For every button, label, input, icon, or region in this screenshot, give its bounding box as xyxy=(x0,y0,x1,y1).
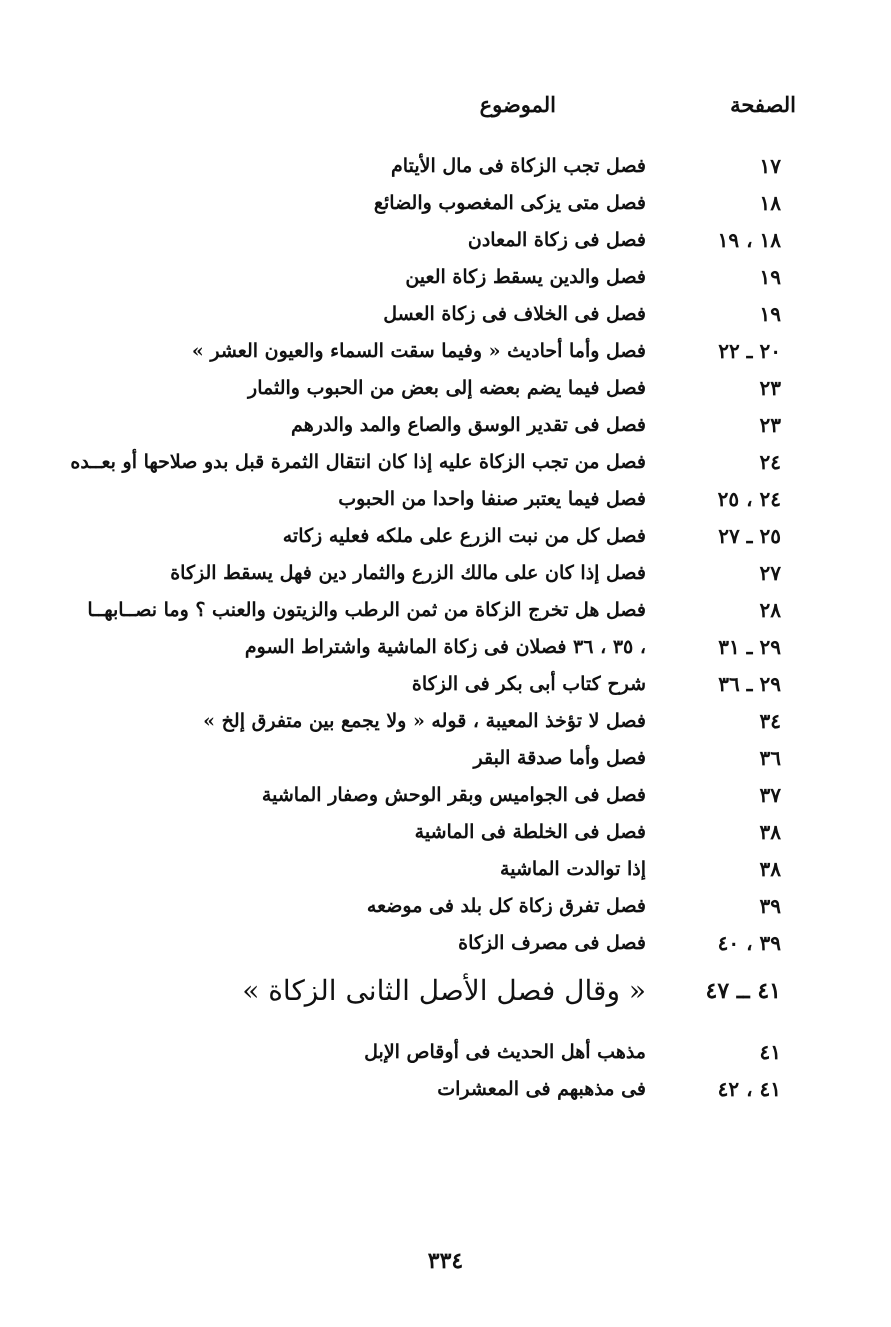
topic-title: إذا توالدت الماشية xyxy=(500,858,646,880)
page-ref: ٣٧ xyxy=(759,783,781,807)
page-number: ٣٣٤ xyxy=(427,1248,464,1274)
topic-title: فصل فيما يضم بعضه إلى بعض من الحبوب والثمار xyxy=(248,377,646,399)
contents-row xyxy=(0,1071,891,1108)
topic-title: فصل إذا كان على مالك الزرع والثمار دين فهل يسقط الزكاة xyxy=(170,562,646,584)
page-ref: ٣٨ xyxy=(759,857,781,881)
contents-row xyxy=(0,333,891,370)
contents-row xyxy=(0,1034,891,1071)
contents-row xyxy=(0,518,891,555)
page-ref: ١٨ xyxy=(759,191,781,215)
page-ref: ٢٩ ـ ٣٦ xyxy=(718,672,781,696)
contents-list xyxy=(0,148,891,1108)
page-ref: ٤١ ، ٤٢ xyxy=(717,1077,781,1101)
contents-row xyxy=(0,407,891,444)
contents-row xyxy=(0,296,891,333)
contents-row xyxy=(0,629,891,666)
page-ref: ١٩ xyxy=(759,302,781,326)
page-ref: ٣٦ xyxy=(759,746,781,770)
topic-title: فصل من تجب الزكاة عليه إذا كان انتقال الثمرة قبل بدو صلاحها أو بعــده xyxy=(70,451,646,473)
topic-title: فصل وأما صدقة البقر xyxy=(473,747,646,769)
page-ref: ١٧ xyxy=(759,154,781,178)
page-ref: ٣٩ ، ٤٠ xyxy=(717,931,781,955)
contents-row xyxy=(0,925,891,962)
page-ref: ٣٨ xyxy=(759,820,781,844)
contents-row xyxy=(0,740,891,777)
topic-title: فصل فيما يعتبر صنفا واحدا من الحبوب xyxy=(338,488,646,510)
topic-title: فصل فى زكاة المعادن xyxy=(467,229,646,251)
page-ref: ٢٣ xyxy=(759,376,781,400)
topic-title: شرح كتاب أبى بكر فى الزكاة xyxy=(411,673,646,695)
topic-title: فصل تجب الزكاة فى مال الأيتام xyxy=(391,155,646,177)
section-heading-row xyxy=(0,962,891,1020)
page-ref: ٢٠ ـ ٢٢ xyxy=(718,339,781,363)
topic-title: مذهب أهل الحديث فى أوقاص الإبل xyxy=(364,1041,646,1063)
topic-title: فصل لا تؤخذ المعيبة ، قوله « ولا يجمع بين متفرق إلخ » xyxy=(203,710,646,732)
topic-title: فصل فى مصرف الزكاة xyxy=(458,932,646,954)
page-column-header: الصفحة xyxy=(730,92,796,117)
topic-title: فصل وأما أحاديث « وفيما سقت السماء والعيون العشر » xyxy=(191,340,646,362)
page-ref: ٢٥ ـ ٢٧ xyxy=(718,524,781,548)
page-ref: ٤١ ــ ٤٧ xyxy=(705,978,781,1004)
topic-title: فى مذهبهم فى المعشرات xyxy=(437,1078,646,1100)
contents-row xyxy=(0,666,891,703)
topic-title: فصل فى الخلطة فى الماشية xyxy=(414,821,646,843)
page-ref: ٣٤ xyxy=(759,709,781,733)
contents-row xyxy=(0,555,891,592)
topic-title: فصل فى الخلاف فى زكاة العسل xyxy=(383,303,646,325)
contents-row xyxy=(0,185,891,222)
contents-row xyxy=(0,370,891,407)
contents-row xyxy=(0,777,891,814)
page-ref: ٣٩ xyxy=(759,894,781,918)
page-ref: ٢٨ xyxy=(759,598,781,622)
page-ref: ٢٧ xyxy=(759,561,781,585)
page-ref: ٢٣ xyxy=(759,413,781,437)
contents-row xyxy=(0,592,891,629)
topic-title: فصل فى الجواميس وبقر الوحش وصفار الماشية xyxy=(261,784,646,806)
page-ref: ٢٩ ـ ٣١ xyxy=(718,635,781,659)
contents-row xyxy=(0,481,891,518)
page-ref: ٢٤ ، ٢٥ xyxy=(717,487,781,511)
topic-title: ، ٣٥ ، ٣٦ فصلان فى زكاة الماشية واشتراط السوم xyxy=(244,636,646,658)
page-ref: ٢٤ xyxy=(759,450,781,474)
contents-row xyxy=(0,851,891,888)
topic-title: فصل متى يزكى المغصوب والضائع xyxy=(373,192,646,214)
contents-row xyxy=(0,444,891,481)
topic-title: فصل هل تخرج الزكاة من ثمن الرطب والزيتون والعنب ؟ وما نصــابهــا xyxy=(87,599,646,621)
contents-row xyxy=(0,259,891,296)
topic-title: فصل والدين يسقط زكاة العين xyxy=(405,266,646,288)
contents-row xyxy=(0,814,891,851)
page-ref: ١٩ xyxy=(759,265,781,289)
page-ref: ١٨ ، ١٩ xyxy=(717,228,781,252)
contents-row xyxy=(0,703,891,740)
topic-title: فصل فى تقدير الوسق والصاع والمد والدرهم xyxy=(291,414,646,436)
contents-row xyxy=(0,222,891,259)
page-ref: ٤١ xyxy=(759,1040,781,1064)
contents-row xyxy=(0,888,891,925)
section-heading: « وقال فصل الأصل الثانى الزكاة » xyxy=(242,974,646,1007)
topic-title: فصل كل من نبت الزرع على ملكه فعليه زكاته xyxy=(282,525,646,547)
topic-title: فصل تفرق زكاة كل بلد فى موضعه xyxy=(366,895,646,917)
contents-row xyxy=(0,148,891,185)
topic-column-header: الموضوع xyxy=(479,92,556,117)
